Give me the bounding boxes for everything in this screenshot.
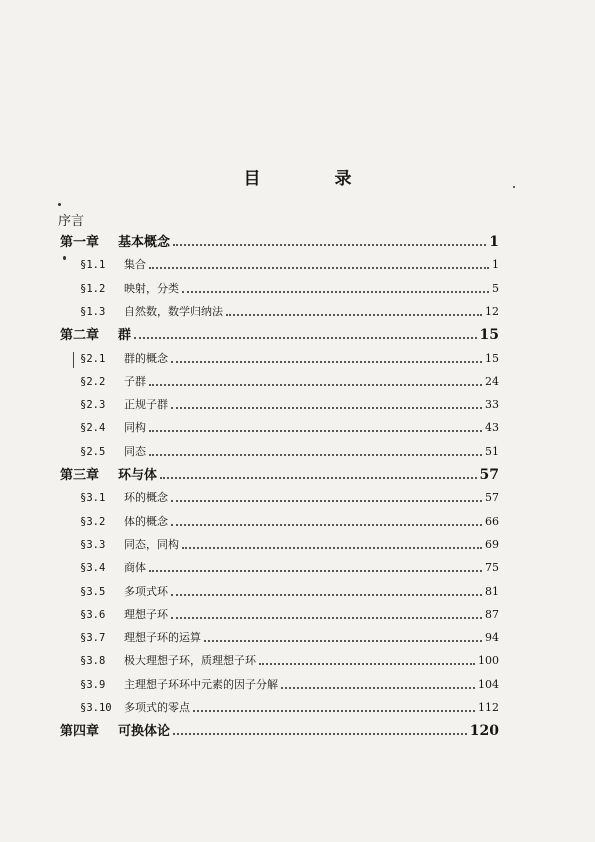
toc-page-number: 120 bbox=[469, 723, 499, 740]
toc-number: §3.3 bbox=[80, 538, 106, 551]
preface-entry[interactable]: 序言 bbox=[58, 214, 85, 229]
toc-page-number: 57 bbox=[479, 467, 499, 483]
toc-section-row[interactable] bbox=[80, 349, 499, 369]
dot-leader bbox=[173, 244, 486, 246]
toc-section-row[interactable] bbox=[80, 418, 499, 438]
dot-leader bbox=[149, 430, 482, 432]
dot-leader bbox=[160, 477, 477, 479]
dot-leader bbox=[149, 384, 482, 386]
toc-number: §1.1 bbox=[80, 259, 106, 272]
toc-section-row[interactable] bbox=[80, 488, 499, 508]
dot-leader bbox=[182, 291, 489, 293]
toc-label: 同态 bbox=[124, 444, 146, 458]
toc-label: 理想子环 bbox=[124, 607, 168, 621]
toc-page-number: 43 bbox=[485, 421, 499, 435]
toc-label: 可换体论 bbox=[118, 724, 171, 740]
toc-number: §1.3 bbox=[80, 305, 106, 318]
toc-page-number: 1 bbox=[492, 258, 499, 272]
toc-number: §3.2 bbox=[80, 515, 106, 528]
dot-leader bbox=[193, 710, 475, 712]
toc-section-row[interactable] bbox=[80, 628, 499, 648]
dot-leader bbox=[281, 687, 475, 689]
toc-page-number: 75 bbox=[485, 561, 499, 575]
toc-section-row[interactable] bbox=[80, 395, 499, 415]
toc-label: 理想子环的运算 bbox=[124, 631, 201, 645]
toc-chapter-row[interactable] bbox=[60, 465, 499, 485]
toc-page-number: 33 bbox=[485, 398, 499, 412]
toc-section-row[interactable] bbox=[80, 651, 499, 671]
toc-page-number: 87 bbox=[485, 607, 499, 621]
toc-section-row[interactable] bbox=[80, 255, 499, 275]
toc-page-number: 5 bbox=[492, 281, 499, 295]
toc-number: §2.5 bbox=[80, 445, 106, 458]
toc-page-number: 24 bbox=[485, 374, 499, 388]
toc-label: 群的概念 bbox=[124, 351, 168, 365]
toc-page-number: 15 bbox=[485, 351, 499, 365]
toc-number: §3.9 bbox=[80, 678, 106, 691]
toc-label: 基本概念 bbox=[118, 235, 171, 250]
toc-label: 环与体 bbox=[118, 468, 158, 483]
dot-leader bbox=[149, 267, 489, 269]
toc-label: 同态，同构 bbox=[124, 537, 179, 551]
toc-chapter-row[interactable] bbox=[60, 232, 499, 252]
toc-number: 第二章 bbox=[60, 328, 100, 344]
toc-page-number: 1 bbox=[489, 234, 499, 250]
toc-number: §3.1 bbox=[80, 492, 106, 505]
toc-label: 自然数，数学归纳法 bbox=[124, 304, 223, 318]
toc-chapter-row[interactable] bbox=[60, 721, 499, 741]
toc-page-number: 81 bbox=[485, 584, 499, 598]
dot-leader bbox=[171, 407, 482, 409]
toc-label: 子群 bbox=[124, 374, 146, 388]
toc-number: §3.8 bbox=[80, 655, 106, 668]
toc-label: 集合 bbox=[124, 258, 146, 272]
toc-number: §2.2 bbox=[80, 375, 106, 388]
toc-section-row[interactable] bbox=[80, 675, 499, 695]
dot-leader bbox=[149, 454, 482, 456]
toc-number: 第四章 bbox=[60, 724, 100, 740]
toc-label: 商体 bbox=[124, 561, 146, 575]
dot-leader bbox=[171, 617, 482, 619]
toc-section-row[interactable] bbox=[80, 698, 499, 718]
dot-leader bbox=[171, 500, 482, 502]
toc-number: §1.2 bbox=[80, 282, 106, 295]
toc-page-number: 94 bbox=[485, 631, 499, 645]
scan-mark bbox=[73, 352, 74, 368]
toc-number: 第三章 bbox=[60, 468, 100, 483]
toc-label: 映射，分类 bbox=[124, 281, 179, 295]
toc-section-row[interactable] bbox=[80, 512, 499, 532]
toc-section-row[interactable] bbox=[80, 279, 499, 299]
toc-section-row[interactable] bbox=[80, 372, 499, 392]
toc-number: §2.4 bbox=[80, 422, 106, 435]
toc-label: 环的概念 bbox=[124, 491, 168, 505]
dot-leader bbox=[149, 570, 482, 572]
toc-page-number: 12 bbox=[485, 304, 499, 318]
dot-leader bbox=[134, 337, 477, 339]
toc-page-number: 51 bbox=[485, 444, 499, 458]
toc-number: §3.5 bbox=[80, 585, 106, 598]
toc-number: §3.4 bbox=[80, 562, 106, 575]
dot-leader bbox=[182, 547, 482, 549]
toc-section-row[interactable] bbox=[80, 605, 499, 625]
toc-page-number: 57 bbox=[485, 491, 499, 505]
page-title: 目 录 bbox=[243, 169, 386, 189]
toc-label: 极大理想子环，质理想子环 bbox=[124, 654, 256, 668]
dot-leader bbox=[171, 594, 482, 596]
dot-leader bbox=[173, 733, 467, 735]
toc-chapter-row[interactable] bbox=[60, 325, 499, 345]
toc-number: §2.3 bbox=[80, 399, 106, 412]
toc-section-row[interactable] bbox=[80, 535, 499, 555]
toc-label: 群 bbox=[118, 328, 132, 344]
toc-number: §3.7 bbox=[80, 632, 106, 645]
toc-label: 主理想子环环中元素的因子分解 bbox=[124, 677, 278, 691]
dot-leader bbox=[171, 361, 482, 363]
toc-number: 第一章 bbox=[60, 235, 100, 250]
toc-label: 体的概念 bbox=[124, 514, 168, 528]
dot-leader bbox=[259, 663, 475, 665]
toc-page-number: 104 bbox=[478, 677, 499, 691]
toc-page-number: 100 bbox=[478, 654, 499, 668]
scan-speck bbox=[58, 203, 61, 206]
toc-label: 多项式的零点 bbox=[124, 701, 190, 714]
toc-page-number: 66 bbox=[485, 514, 499, 528]
toc-section-row[interactable] bbox=[80, 582, 499, 602]
toc-label: 正规子群 bbox=[124, 398, 168, 412]
dot-leader bbox=[226, 314, 482, 316]
toc-page-number: 112 bbox=[478, 701, 499, 714]
scan-speck bbox=[63, 256, 66, 260]
toc-page-number: 69 bbox=[485, 537, 499, 551]
toc-label: 多项式环 bbox=[124, 584, 168, 598]
toc-section-row[interactable] bbox=[80, 302, 499, 322]
toc-section-row[interactable] bbox=[80, 558, 499, 578]
toc-label: 同构 bbox=[124, 421, 146, 435]
scan-speck bbox=[513, 186, 515, 188]
toc-number: §3.6 bbox=[80, 608, 106, 621]
toc-page-number: 15 bbox=[479, 327, 499, 344]
toc-section-row[interactable] bbox=[80, 442, 499, 462]
dot-leader bbox=[204, 640, 482, 642]
toc-number: §2.1 bbox=[80, 352, 106, 365]
dot-leader bbox=[171, 524, 482, 526]
toc-number: §3.10 bbox=[80, 702, 112, 714]
